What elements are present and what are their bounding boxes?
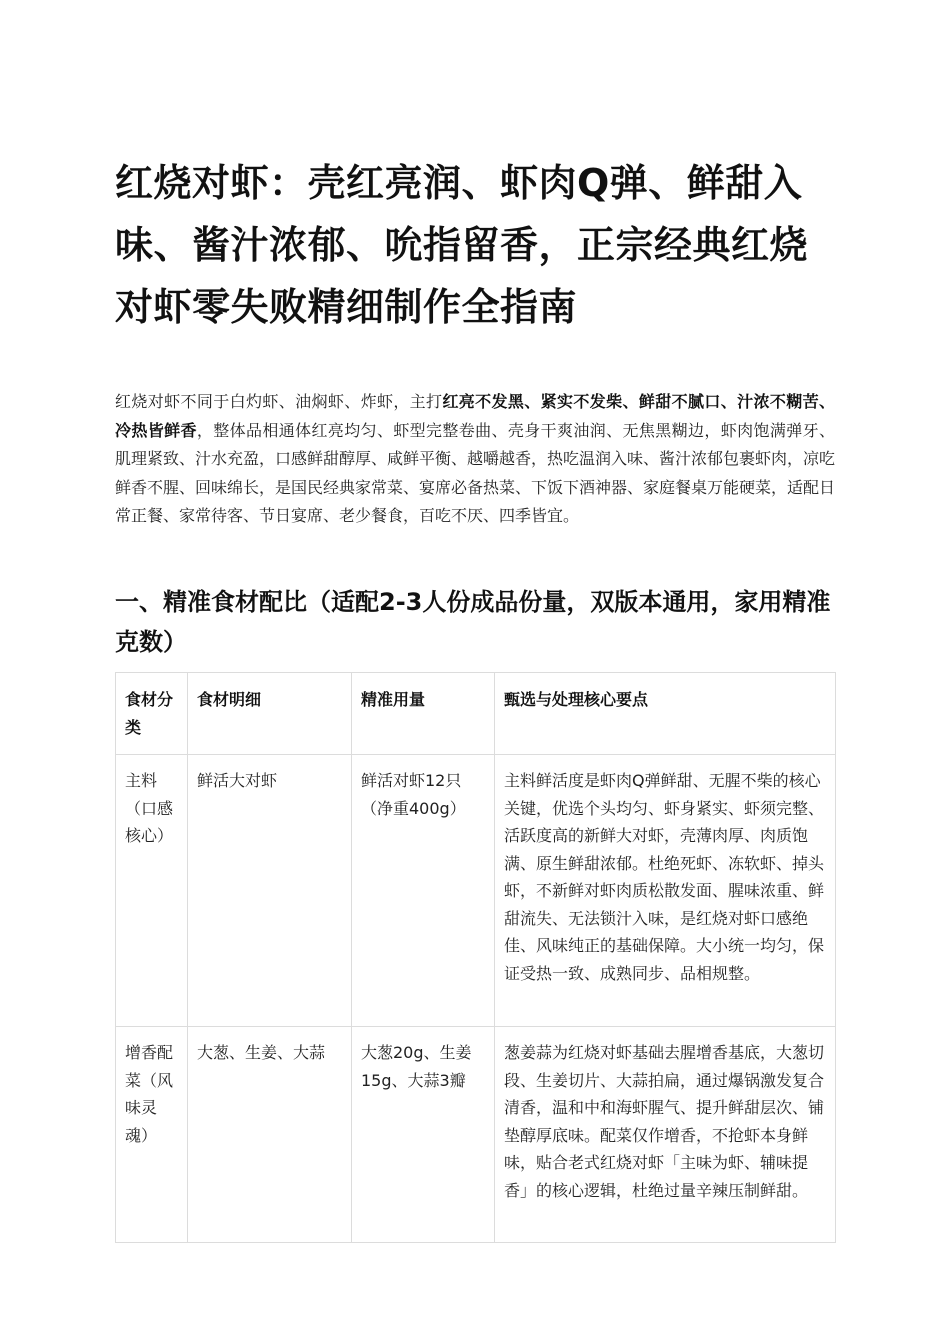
header-item: 食材明细 <box>188 673 352 755</box>
header-amount: 精准用量 <box>352 673 495 755</box>
cell-notes: 主料鲜活度是虾肉Q弹鲜甜、无腥不柴的核心关键，优选个头均匀、虾身紧实、虾须完整、活跃度高的新鲜大对虾，壳薄肉厚、肉质饱满、原生鲜甜浓郁。杜绝死虾、冻软虾、掉头虾，不新鲜对虾肉质松散发面、腥味浓重、鲜甜流失、无法锁汁入味，是红烧对虾口感绝佳、风味纯正的基础保障。大小统一均匀，保证受热一致、成熟同步、品相规整。 <box>495 755 836 1027</box>
table-header-row <box>116 673 836 755</box>
cell-category: 主料（口感核心） <box>116 755 188 1027</box>
intro-highlight: 红亮不发黑、紧实不发柴、鲜甜不腻口、汁浓不糊苦、冷热皆鲜香 <box>115 392 835 440</box>
cell-category: 增香配菜（风味灵魂） <box>116 1027 188 1243</box>
ingredients-table <box>115 672 836 1243</box>
intro-text-end: ，整体品相通体红亮均匀、虾型完整卷曲、壳身干爽油润、无焦黑糊边，虾肉饱满弹牙、肌理紧致、汁水充盈，口感鲜甜醇厚、咸鲜平衡、越嚼越香，热吃温润入味、酱汁浓郁包裹虾肉，凉吃鲜香不腥、回味绵长，是国民经典家常菜、宴席必备热菜、下饭下酒神器、家庭餐桌万能硬菜，适配日常正餐、家常待客、节日宴席、老少餐食，百吃不厌、四季皆宜。 <box>115 420 836 525</box>
cell-item: 鲜活大对虾 <box>188 755 352 1027</box>
cell-amount: 鲜活对虾12只（净重400g） <box>352 755 495 1027</box>
cell-notes: 葱姜蒜为红烧对虾基础去腥增香基底，大葱切段、生姜切片、大蒜拍扁，通过爆锅激发复合清香，温和中和海虾腥气、提升鲜甜层次、铺垫醇厚底味。配菜仅作增香，不抢虾本身鲜味，贴合老式红烧对虾「主味为虾、辅味提香」的核心逻辑，杜绝过量辛辣压制鲜甜。 <box>495 1027 836 1243</box>
header-category: 食材分类 <box>116 673 188 755</box>
header-notes: 甄选与处理核心要点 <box>495 673 836 755</box>
table-row <box>116 755 836 1027</box>
table-row <box>116 1027 836 1243</box>
section-heading-ingredients: 一、精准食材配比（适配2-3人份成品份量，双版本通用，家用精准克数） <box>115 588 831 656</box>
page-title: 红烧对虾：壳红亮润、虾肉Q弹、鲜甜入味、酱汁浓郁、吮指留香，正宗经典红烧对虾零失败精细制作全指南 <box>115 161 809 329</box>
cell-amount: 大葱20g、生姜15g、大蒜3瓣 <box>352 1027 495 1243</box>
intro-paragraph <box>115 388 835 531</box>
cell-item: 大葱、生姜、大蒜 <box>188 1027 352 1243</box>
intro-text-start: 红烧对虾不同于白灼虾、油焖虾、炸虾，主打 <box>115 392 443 411</box>
